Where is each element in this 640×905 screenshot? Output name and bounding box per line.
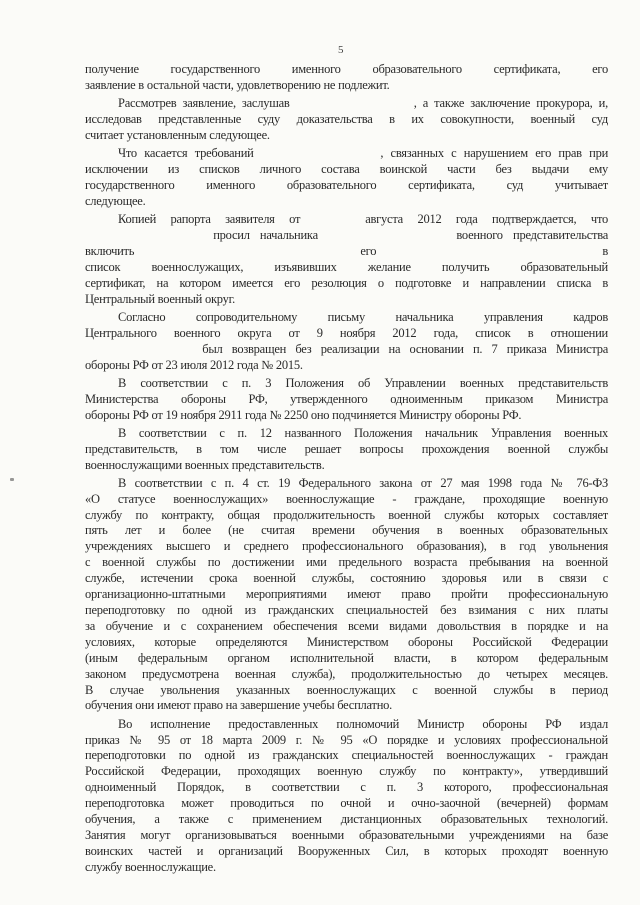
text-segment: воинских частей и организаций Вооруженных Сил, в которых проходят военную (85, 843, 608, 858)
text-line (85, 162, 608, 178)
text-segment: обучения они имеют право на завершение учебы бесплатно. (85, 698, 393, 713)
text-segment: Во исполнение предоставленных полномочий Министр обороны РФ издал (118, 716, 608, 731)
text-segment: переподготовка может проводиться по очной и очно-заочной (вечерней) формам (85, 796, 608, 811)
text-line (85, 523, 608, 539)
text-line (85, 212, 608, 228)
text-line (85, 292, 608, 308)
text-segment: следующее. (85, 193, 146, 208)
text-segment: Занятия могут организовываться военными образовательными учреждениями на базе (85, 827, 608, 842)
text-line (85, 844, 608, 860)
text-line (85, 828, 608, 844)
text-line (85, 194, 608, 210)
text-line (85, 733, 608, 749)
text-segment: условиях, которые определяются Министерством обороны Российской Федерации (85, 634, 608, 649)
text-segment: представительств, в том числе решает вопросы прохождения военной службы (85, 441, 608, 456)
paragraph (85, 376, 608, 424)
text-line (85, 587, 608, 603)
text-line (85, 571, 608, 587)
text-segment: просил начальника (213, 227, 318, 242)
text-segment: Что касается требований (118, 146, 254, 161)
paragraph (85, 62, 608, 94)
text-line (85, 146, 608, 162)
text-line (85, 78, 608, 94)
text-line (85, 619, 608, 635)
text-segment: приказ № 95 от 18 марта 2009 г. № 95 «О порядке и условиях профессиональной (85, 732, 608, 747)
text-segment: список военнослужащих, изъявивших желание получить образовательный (85, 259, 608, 274)
text-segment: августа 2012 года подтверждается, что (365, 212, 608, 227)
text-line (85, 635, 608, 651)
text-segment: службе, истечении срока военной службы, состоянию здоровья или в связи с (85, 571, 608, 586)
text-segment: обороны РФ от 23 июля 2012 года № 2015. (85, 357, 303, 372)
text-line (85, 408, 608, 424)
text-line (85, 812, 608, 828)
text-line (85, 717, 608, 733)
page-number: 5 (338, 44, 344, 56)
text-segment: «О статусе военнослужащих» военнослужащие - граждане, проходящие военную (85, 491, 608, 506)
text-segment: с военной службы по достижении ими предельного возраста пребывания на военной (85, 555, 608, 570)
text-segment: , связанных с нарушением его прав при (380, 146, 609, 161)
text-line (85, 698, 608, 714)
text-segment: исследовав представленные суду доказательства в их совокупности, военный суд (85, 112, 608, 127)
scan-artifact (10, 478, 14, 481)
text-segment: В соответствии с п. 4 ст. 19 Федерального закона от 27 мая 1998 года № 76-ФЗ (118, 475, 608, 490)
text-line (85, 667, 608, 683)
text-line (85, 62, 608, 78)
paragraph (85, 426, 608, 474)
text-line (85, 358, 608, 374)
text-segment: заявление в остальной части, удовлетворению не подлежит. (85, 77, 390, 92)
text-line (85, 764, 608, 780)
text-segment: обучения, а также с применением дистанционных образовательных технологий. (85, 812, 608, 827)
text-line (85, 860, 608, 876)
text-segment: (иным федеральным органом исполнительной власти, в котором федеральным (85, 650, 608, 665)
text-line (85, 426, 608, 442)
text-line (85, 376, 608, 392)
text-segment: законом предусмотрена военная служба), продолжительностью до четырех месяцев. (85, 666, 608, 681)
text-segment: был возвращен без реализации на основании п. 7 приказа Министра (202, 341, 608, 356)
text-line (85, 228, 608, 260)
text-line (85, 748, 608, 764)
text-segment: Копией рапорта заявителя от (118, 212, 301, 227)
text-segment: учреждениях высшего и среднего профессионального образования), в год увольнения (85, 539, 608, 554)
text-segment: государственного именного образовательного сертификата, суд учитывает (85, 177, 608, 192)
paragraph (85, 146, 608, 210)
text-segment: Согласно сопроводительному письму начальника управления кадров (118, 309, 608, 324)
paragraph (85, 717, 608, 876)
text-line (85, 555, 608, 571)
text-line (85, 326, 608, 342)
paragraph (85, 310, 608, 374)
text-segment: Центральный военный округ. (85, 291, 235, 306)
text-line (85, 683, 608, 699)
text-segment: за обучение и с сохранением обеспечения всеми видами довольствия в порядке и на (85, 618, 608, 633)
text-segment: Министерства обороны РФ, утвержденного одноименным приказом Министра (85, 391, 608, 406)
text-segment: организационно-штатными мероприятиями имеют право пройти профессиональную (85, 587, 608, 602)
text-line (85, 780, 608, 796)
text-line (85, 796, 608, 812)
text-segment: переподготовки по одной из гражданских специальностей военнослужащих - граждан (85, 748, 608, 763)
text-line (85, 492, 608, 508)
text-line (85, 508, 608, 524)
text-segment: службу по контракту, общая продолжительность военной службы которых составляет (85, 507, 608, 522)
paragraph (85, 212, 608, 307)
text-segment: В соответствии с п. 12 названного Положения начальник Управления военных (118, 425, 608, 440)
paragraph (85, 96, 608, 144)
paragraph (85, 476, 608, 715)
text-segment: службу военнослужащие. (85, 859, 216, 874)
text-line (85, 96, 608, 112)
text-line (85, 603, 608, 619)
text-segment: военнослужащими военных представительств. (85, 457, 325, 472)
text-line (85, 276, 608, 292)
text-segment: обороны РФ от 19 ноября 2911 года № 2250 оно подчиняется Министру обороны РФ. (85, 407, 522, 422)
text-segment: получение государственного именного образовательного сертификата, его (85, 62, 608, 76)
text-segment: исключении из списков личного состава воинской части без выдачи ему (85, 162, 608, 177)
text-segment: сертификат, на котором имеется его резолюция о подготовке и направлении списка в (85, 275, 608, 290)
text-segment: В случае увольнения указанных военнослужащих с военной службы в период (85, 682, 608, 697)
text-segment: переподготовку по одной из гражданских специальностей без взимания с них платы (85, 602, 608, 617)
text-segment: пять лет и более (не считая времени обучения в военных образовательных (85, 523, 608, 538)
text-segment: считает установленным следующее. (85, 127, 270, 142)
text-line (85, 128, 608, 144)
text-line (85, 476, 608, 492)
text-line (85, 112, 608, 128)
text-line (85, 178, 608, 194)
text-segment: Рассмотрев заявление, заслушав (118, 96, 290, 111)
text-segment: военного представительства включить его в (85, 227, 609, 258)
text-line (85, 651, 608, 667)
text-segment: одноименный Порядок, в соответствии с п. 3 которого, профессиональная (85, 780, 608, 795)
text-line (85, 310, 608, 326)
text-line (85, 260, 608, 276)
text-segment: , а также заключение прокурора, и, (413, 96, 608, 111)
text-segment: В соответствии с п. 3 Положения об Управлении военных представительств (118, 375, 608, 390)
document-body (85, 62, 608, 876)
text-segment: Российской Федерации, проходящих военную службу по контракту», утвердивший (85, 764, 608, 779)
text-segment: Центрального военного округа от 9 ноября 2012 года, список в отношении (85, 325, 608, 340)
text-line (85, 342, 608, 358)
text-line (85, 442, 608, 458)
text-line (85, 458, 608, 474)
text-line (85, 539, 608, 555)
text-line (85, 392, 608, 408)
